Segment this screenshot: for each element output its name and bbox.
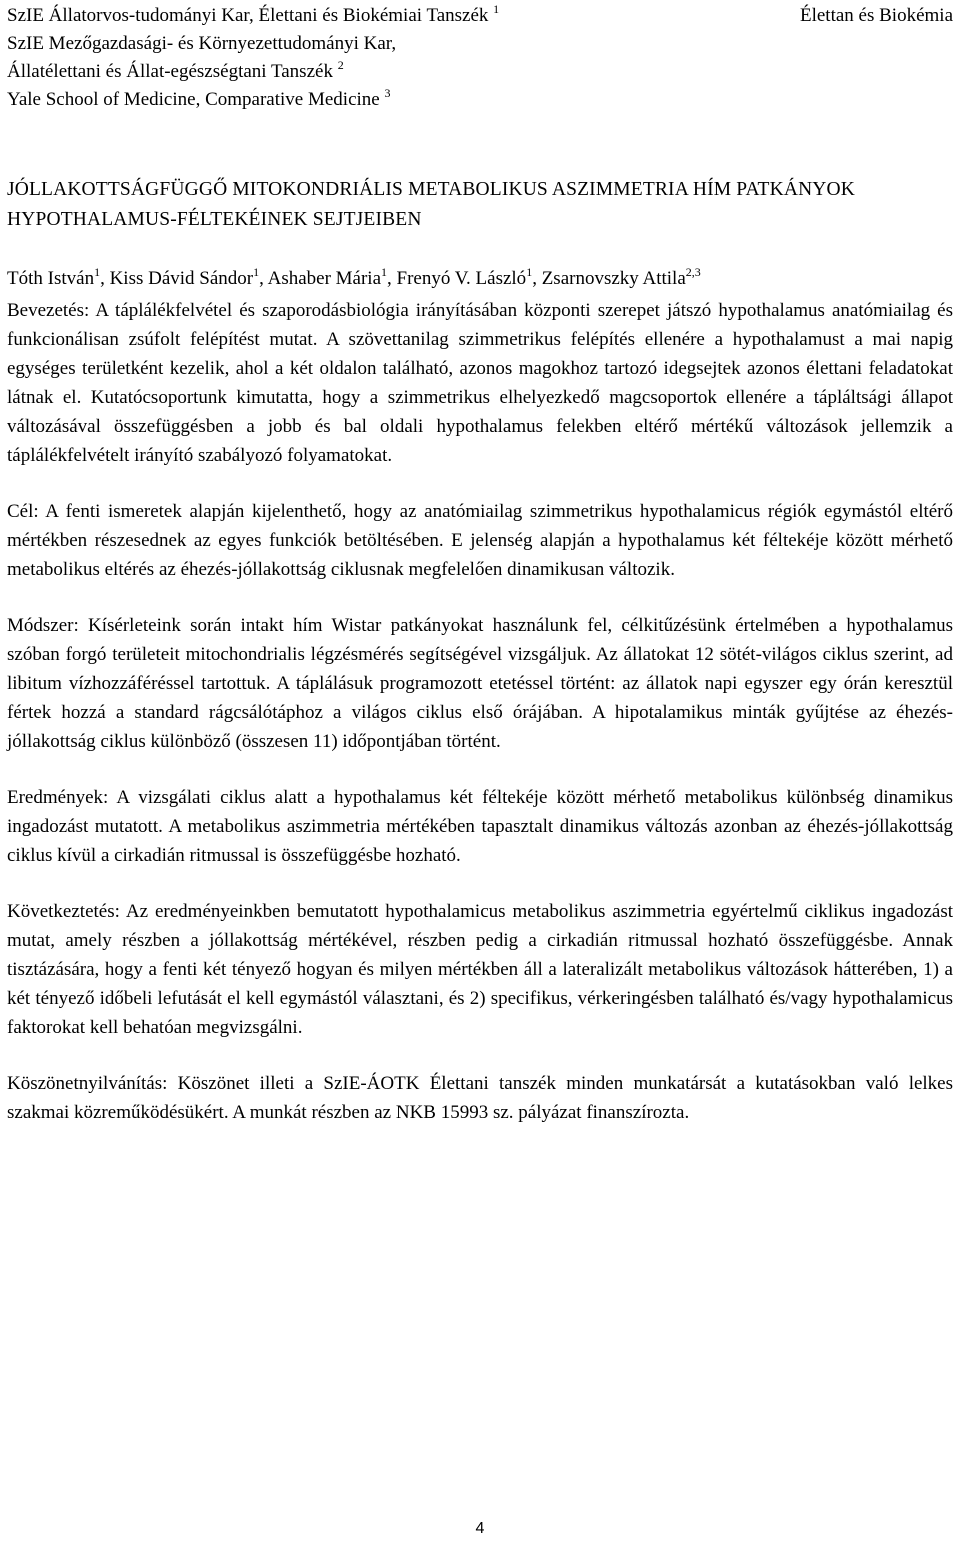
author-sup: 1 xyxy=(381,265,388,279)
affiliation-sup: 2 xyxy=(337,58,344,72)
section-introduction xyxy=(7,296,953,470)
affiliation-sup: 1 xyxy=(493,2,500,16)
section-text: A vizsgálati ciklus alatt a hypothalamus két féltekéje között mérhető metabolikus különbség dinamikus ingadozást mutatott. A metabolikus aszimmetria mértékében tapasztalt dinamikus változás azonban az éhezés-jóllakottság ciklus kívül a cirkadián ritmussal is összefüggésbe hozható. xyxy=(7,787,954,866)
author-sup: 1 xyxy=(94,265,101,279)
section-label: Módszer: xyxy=(7,615,79,636)
section-acknowledgement xyxy=(7,1069,953,1127)
page-header xyxy=(7,2,953,122)
author-sup: 1 xyxy=(526,265,533,279)
paper-title: JÓLLAKOTTSÁGFÜGGŐ MITOKONDRIÁLIS METABOLIKUS ASZIMMETRIA HÍM PATKÁNYOK HYPOTHALAMUS-FÉLTEKÉINEK SEJTJEIBEN xyxy=(7,179,855,230)
section-text: A fenti ismeretek alapján kijelenthető, hogy az anatómiailag szimmetrikus hypothalamicus régiók egymástól eltérő mértékben részesednek az egyes funkciók betöltésében. E jelenség alapján a hypothalamus két féltekéje között mérhető metabolikus eltérés az éhezés-jóllakottság ciklusnak megfelelően dinamikusan változik. xyxy=(7,501,954,580)
section-text: A táplálékfelvétel és szaporodásbiológia irányításában központi szerepet játszó hypothalamus anatómiailag és funkcionálisan zsúfolt felépítést mutat. A szövettanilag szimmetrikus felépítés ellenére a hypothalamust a mai napig egységes területként kezelik, ahol a két oldalon található, azonos magokhoz tartozó idegsejtek azonos élettani feladatokat látnak el. Kutatócsoportunk kimutatta, hogy a szimmetrikus elhelyezkedő magcsoportok ellenére a tápláltsági állapot változásával összefüggésben a jobb és bal oldali hypothalamus felekben eltérő mértékű változások jellemzik a táplálékfelvételt irányító szabályozó folyamatokat. xyxy=(7,300,954,466)
page-number: 4 xyxy=(475,1520,485,1537)
section-label: Eredmények: xyxy=(7,787,109,808)
abstract-body xyxy=(7,296,953,1154)
author-sup: 2,3 xyxy=(685,265,701,279)
section-conclusion xyxy=(7,897,953,1042)
affiliation-line: Yale School of Medicine, Comparative Medicine $^3$ xyxy=(7,86,391,110)
section-methods xyxy=(7,611,953,756)
author-name: Kiss Dávid Sándor xyxy=(109,268,254,289)
author-sup: 1 xyxy=(253,265,260,279)
section-label: Bevezetés: xyxy=(7,300,90,321)
author-name: Tóth István xyxy=(7,268,95,289)
section-text: Kísérleteink során intakt hím Wistar patkányokat használunk fel, célkitűzésünk értelmében a hypothalamus szóban forgó területeit mitochondrialis légzésmérés segítségével vizsgáljuk. Az állatokat 12 sötét-világos ciklus szerint, ad libitum vízhozzáféréssel tartottuk. A táplálásuk programozott etetéssel történt: az állatok napi egyszer egy órán keresztül fértek hozzá a standard rágcsálótáphoz a világos ciklus első órájában. A hipotalamikus minták gyűjtése az éhezés-jóllakottság ciklus különböző (összesen 11) időpontjában történt. xyxy=(7,615,954,752)
running-head: Élettan és Biokémia xyxy=(799,5,953,26)
affiliation-line: SzIE Állatorvos-tudományi Kar, Élettani és Biokémiai Tanszék $^1$ xyxy=(7,2,500,26)
section-aim xyxy=(7,497,953,584)
affiliation-line: SzIE Mezőgazdasági- és Környezettudományi Kar, xyxy=(7,33,397,54)
section-text: Köszönet illeti a SzIE-ÁOTK Élettani tanszék minden munkatársát a kutatásokban való lelkes szakmai közreműködésükért. A munkát részben az NKB 15993 sz. pályázat finanszírozta. xyxy=(7,1073,954,1123)
section-results xyxy=(7,783,953,870)
author-name: Ashaber Mária xyxy=(267,268,382,289)
section-label: Köszönetnyilvánítás: xyxy=(7,1073,168,1094)
affiliation-sup: 3 xyxy=(384,86,391,100)
section-label: Következtetés: xyxy=(7,901,120,922)
affiliation-line: Állatélettani és Állat-egészségtani Tanszék $^2$ xyxy=(7,58,344,82)
author-name: Zsarnovszky Attila xyxy=(541,268,686,289)
affiliations xyxy=(7,2,499,114)
author-list: Tóth István$^1$, Kiss Dávid Sándor$^1$, Ashaber Mária$^1$, Frenyó V. László$^1$, Zsarnovszky Attila$^{2,3}$ xyxy=(7,265,701,289)
section-text: Az eredményeinkben bemutatott hypothalamicus metabolikus aszimmetria egyértelmű ciklikus ingadozást mutat, amely részben a jóllakottság mértékével, részben pedig a cirkadián ritmussal hozható összefüggésbe. Annak tisztázására, hogy a fenti két tényező hogyan és milyen mértékben áll a lateralizált metabolikus változások hátterében, 1) a két tényező időbeli lefutását el kell egymástól választani, és 2) specifikus, vérkeringésben található és/vagy hypothalamicus faktorokat kell behatóan megvizsgálni. xyxy=(7,901,954,1038)
author-name: Frenyó V. László xyxy=(396,268,527,289)
section-label: Cél: xyxy=(7,501,39,522)
